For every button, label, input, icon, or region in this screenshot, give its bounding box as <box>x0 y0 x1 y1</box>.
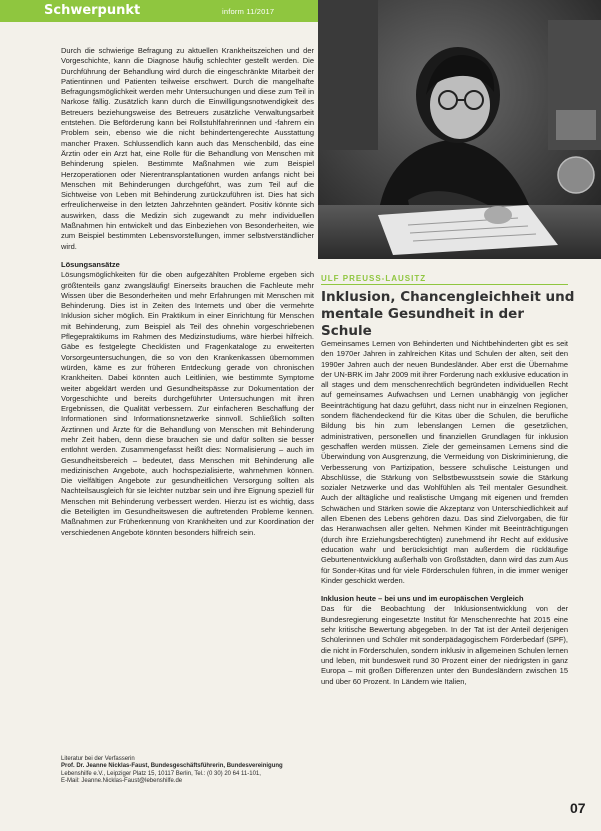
left-column <box>61 46 314 538</box>
issue-label: inform 11/2017 <box>222 7 275 16</box>
author-address: Lebenshilfe e.V., Leipziger Platz 15, 10117 Berlin, Tel.: (0 30) 20 64 11-101, <box>61 770 261 777</box>
intro-paragraph: Durch die schwierige Befragung zu aktuellen Krankheitszeichen und der Vorgeschichte, kann die Diagnose häufig schlechter gestellt werden. Die Durchführung der Behandlung wird durch die eingeschränkte Mitarbeit der Patientinnen und Patienten teilweise erschwert. Durch die mangelhafte Befragungsmöglichkeit werden mehr Untersuchungen und diese zum Teil in Narkose fällig. Zusätzlich kann durch die Einwilligungsnotwendigkeit des Betreuers beziehungsweise des Betreuers zusätzliche Verwaltungsarbeit entstehen. Die Beförderung kann bei Rollstuhlfahrerinnen und -fahrern ein Problem sein, ebenso wie die nicht behindertengerechte Ausstattung mancher Praxen. Schlussendlich kann auch das Menschenbild, das eine Ärztin oder ein Arzt hat, eine Rolle für die Behandlung von Menschen mit Behinderung spielen. Bestimmte Maßnahmen wie zum Beispiel Herzoperationen oder Nierentransplantationen wurden anfangs nicht bei Menschen mit Behinderungen durchgeführt, was zum Teil auf die Sichtweise von Leben mit Behinderung zurückzuführen ist. Dies hat sich erfreulicherweise in den letzten Jahrzehnten geändert. Positiv könnte sich auswirken, dass die Medizin sich zugewandt zu mehr individuellen Maßnahmen hin entwickelt und das Einbeziehen von Besonderheiten, wie zum Beispiel bestimmten Lebensvorstellungen, immer selbstverständlicher wird. <box>61 46 314 251</box>
page-number: 07 <box>570 800 586 816</box>
kicker-divider <box>321 284 568 285</box>
article-intro-paragraph: Gemeinsames Lernen von Behinderten und Nichtbehinderten gibt es seit den 1970er Jahren in zahlreichen Kitas und Schulen der alten, seit den 1990er Jahren auch der neuen Bundesländer. Aber erst die Übernahme der UN-BRK im Jahr 2009 mit ihrer Forderung nach exklusive education in all stages und dem menschenrechtlich begründeten individuellen Recht auf gemeinsames Aufwachsen und Lernen unabhängig von jeglicher Beeinträchtigung hat dazu geführt, dass nicht nur in einzelnen Regionen, sondern flächendeckend für die Kitas über die Schulen, die berufliche Bildung bis hin zum lebenslangen Lernen die gesetzlichen, administrativen, personellen und finanziellen Grundlagen für inklusion geschaffen werden müssen. Ziele der gemeinsamen Lernens sind die Überwindung von Ausgrenzung, die Vermeidung von Diskriminierung, die Verbesserung von Partizipation, bessere schulische Leistungen und Abschlüsse, die Stärkung von Selbstbewusstsein sowie die Stärkung sozialer Netzwerke und das Wohlfühlen als Teil mentaler Gesundheit. Auch der alltägliche und realistische Umgang mit eigenen und fremden Schwächen und Stärken sowie die Akzeptanz von Unterschiedlichkeit auf allen Ebenen des Lebens gehören dazu. Das sind Zielvorgaben, die für das Heranwachsen aller gelten. Nehmen Kinder mit Beeinträchtigungen (durch ihre Erziehungsberechtigten) zunehmend ihr Recht auf exklusive education wahr und berücksichtigt man außerdem die rückläufige Geburtenentwicklung außerhalb von Großstädten, dann wird das zum Aus für Sonder-Kitas und für viele Förderschulen führen, in die immer weniger Kinder geschickt werden. <box>321 339 568 585</box>
solutions-subhead: Lösungsansätze <box>61 259 120 269</box>
literature-note: Literatur bei der Verfasserin <box>61 756 135 762</box>
article-body-paragraph: Das für die Beobachtung der Inklusionsentwicklung von der Bundesregierung eingesetzte Institut für Menschenrechte hat 2015 eine sehr kritische Bewertung abgegeben. In der Tat ist der Anteil derjenigen Schülerinnen und Schüler mit sonderpädagogischem Förderbedarf (SPF), die nicht in Förderschulen, sondern inklusiv in allgemeinen Schulen lernen und leben, mit bundesweit rund 30 Prozent einer der niedrigsten in ganz Europa – mit großen Differenzen unter den Bundesländern zwischen 15 und über 60 Prozent. In Ländern wie Italien, <box>321 604 568 686</box>
author-email: E-Mail: Jeanne.Nicklas-Faust@lebenshilfe.de <box>61 778 183 785</box>
right-column <box>321 339 568 687</box>
article-author-kicker: ULF PREUSS-LAUSITZ <box>321 274 427 283</box>
article-title: Inklusion, Chancengleichheit und mentale Gesundheit in der Schule <box>321 289 575 339</box>
section-header-band <box>0 0 318 22</box>
author-name: Prof. Dr. Jeanne Nicklas-Faust, Bundesgeschäftsführerin, Bundesvereinigung <box>61 763 283 770</box>
solutions-paragraph: Lösungsmöglichkeiten für die oben aufgezählten Probleme ergeben sich größtenteils ganz zwangsläufig! Einerseits brauchen die Fachleute mehr Wissen über die Besonderheiten und mehr Erfahrungen mit Menschen mit Behinderung. Dies ist in Zeiten des Internets und über die vermehrte Inklusion sicher möglich. Ein Praktikum in einer Einrichtung für Menschen mit Behinderung, zum Beispiel als Teil des ohnehin vorgeschriebenen Pflegepraktikums im Rahmen des Medizinstudiums, wäre hierbei hilfreich. Gäbe es festgelegte Checklisten und Fragenkataloge zu erweiterten Vorsorgeuntersuchungen, die so von den Krankenkassen übernommen würden, käme es zur früheren Entdeckung gerade von chronischen Krankheiten. Dabei könnten auch Leitlinien, wie bestimmte Symptome weiter abgeklärt werden und Gesundheitspässe zur Dokumentation der Vorgeschichte und bereits durchgeführter Untersuchungen mit ihren Ergebnissen, die Qualität verbessern. Zur einfacheren Beschaffung der Informationen sind Informationsnetzwerke sinnvoll. Schließlich sollten Ärztinnen und Ärzte für die Behandlung von Menschen mit Behinderung mehr Zeit haben, denn diese brauchen sie und dafür sollten sie besser entlohnt werden. Zusammengefasst heißt dies: Normalisierung – auch im Gesundheitsbereich – bedeutet, dass Menschen mit Behinderung alle medizinischen Angebote, auch hochspezialisierte, wahrnehmen können. Die vielfältigen Angebote zur gesundheitlichen Versorgung sollten als Nachteilsausgleich für sie leichter nutzbar sein und ihre Eignung speziell für Menschen mit Behinderung verbessert werden. Hierzu ist es wichtig, dass die Beteiligten im Gesundheitswesen die auftretenden Probleme kennen. Maßnahmen zur Früherkennung von Krankheiten und zur Koordination der verschiedenen Angebote könnten besonders hilfreich sein. <box>61 270 314 537</box>
section-title: Schwerpunkt <box>44 3 141 18</box>
article-subhead: Inklusion heute – bei uns und im europäischen Vergleich <box>321 594 524 604</box>
author-info <box>61 756 314 786</box>
classroom-photo <box>318 0 601 259</box>
